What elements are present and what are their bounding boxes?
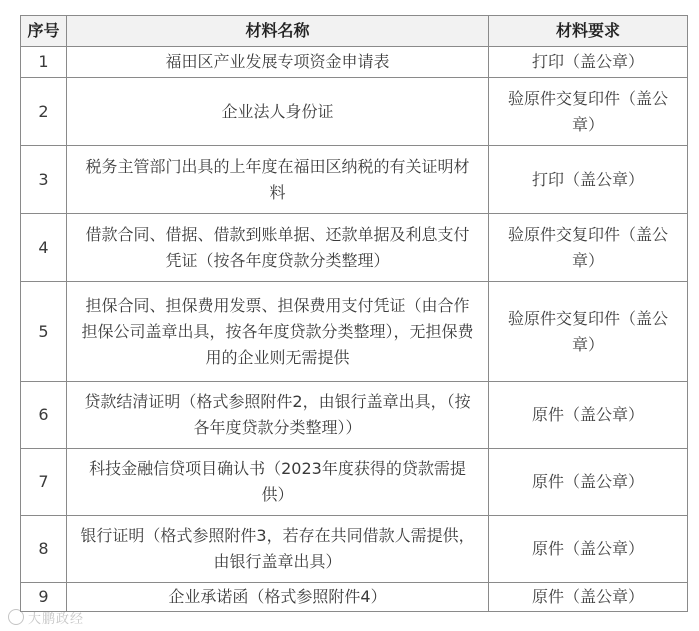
row-material-requirement: 原件（盖公章）	[489, 449, 688, 516]
watermark-text: 大鹏政经	[28, 612, 85, 627]
table-row	[21, 516, 688, 583]
table-header-row	[21, 16, 688, 47]
row-material-requirement: 原件（盖公章）	[489, 516, 688, 583]
row-material-name: 企业承诺函（格式参照附件4）	[67, 583, 489, 612]
watermark-logo-icon	[8, 609, 24, 625]
row-material-requirement: 原件（盖公章）	[489, 583, 688, 612]
header-material-requirement: 材料要求	[489, 16, 688, 47]
row-serial-number: 5	[21, 282, 67, 382]
table-row	[21, 214, 688, 282]
row-material-name: 担保合同、担保费用发票、担保费用支付凭证（由合作担保公司盖章出具，按各年度贷款分类整理），无担保费用的企业则无需提供	[67, 282, 489, 382]
row-material-name: 福田区产业发展专项资金申请表	[67, 47, 489, 78]
row-material-name: 科技金融信贷项目确认书（2023年度获得的贷款需提供）	[67, 449, 489, 516]
row-serial-number: 2	[21, 78, 67, 146]
table-row	[21, 282, 688, 382]
header-material-name: 材料名称	[67, 16, 489, 47]
row-serial-number: 8	[21, 516, 67, 583]
row-serial-number: 4	[21, 214, 67, 282]
row-material-requirement: 打印（盖公章）	[489, 47, 688, 78]
row-serial-number: 1	[21, 47, 67, 78]
row-material-name: 税务主管部门出具的上年度在福田区纳税的有关证明材料	[67, 146, 489, 214]
watermark	[8, 608, 84, 627]
row-serial-number: 3	[21, 146, 67, 214]
row-material-requirement: 原件（盖公章）	[489, 382, 688, 449]
row-material-name: 贷款结清证明（格式参照附件2，由银行盖章出具，（按各年度贷款分类整理））	[67, 382, 489, 449]
table-row	[21, 146, 688, 214]
table-row	[21, 47, 688, 78]
header-serial-number: 序号	[21, 16, 67, 47]
row-material-requirement: 验原件交复印件（盖公章）	[489, 214, 688, 282]
table-row	[21, 583, 688, 612]
materials-table	[20, 15, 688, 612]
table-row	[21, 382, 688, 449]
table-row	[21, 449, 688, 516]
row-material-name: 借款合同、借据、借款到账单据、还款单据及利息支付凭证（按各年度贷款分类整理）	[67, 214, 489, 282]
row-material-name: 银行证明（格式参照附件3，若存在共同借款人需提供，由银行盖章出具）	[67, 516, 489, 583]
row-serial-number: 6	[21, 382, 67, 449]
row-serial-number: 7	[21, 449, 67, 516]
table-row	[21, 78, 688, 146]
row-material-name: 企业法人身份证	[67, 78, 489, 146]
row-material-requirement: 打印（盖公章）	[489, 146, 688, 214]
row-material-requirement: 验原件交复印件（盖公章）	[489, 78, 688, 146]
row-material-requirement: 验原件交复印件（盖公章）	[489, 282, 688, 382]
row-serial-number: 9	[21, 583, 67, 612]
